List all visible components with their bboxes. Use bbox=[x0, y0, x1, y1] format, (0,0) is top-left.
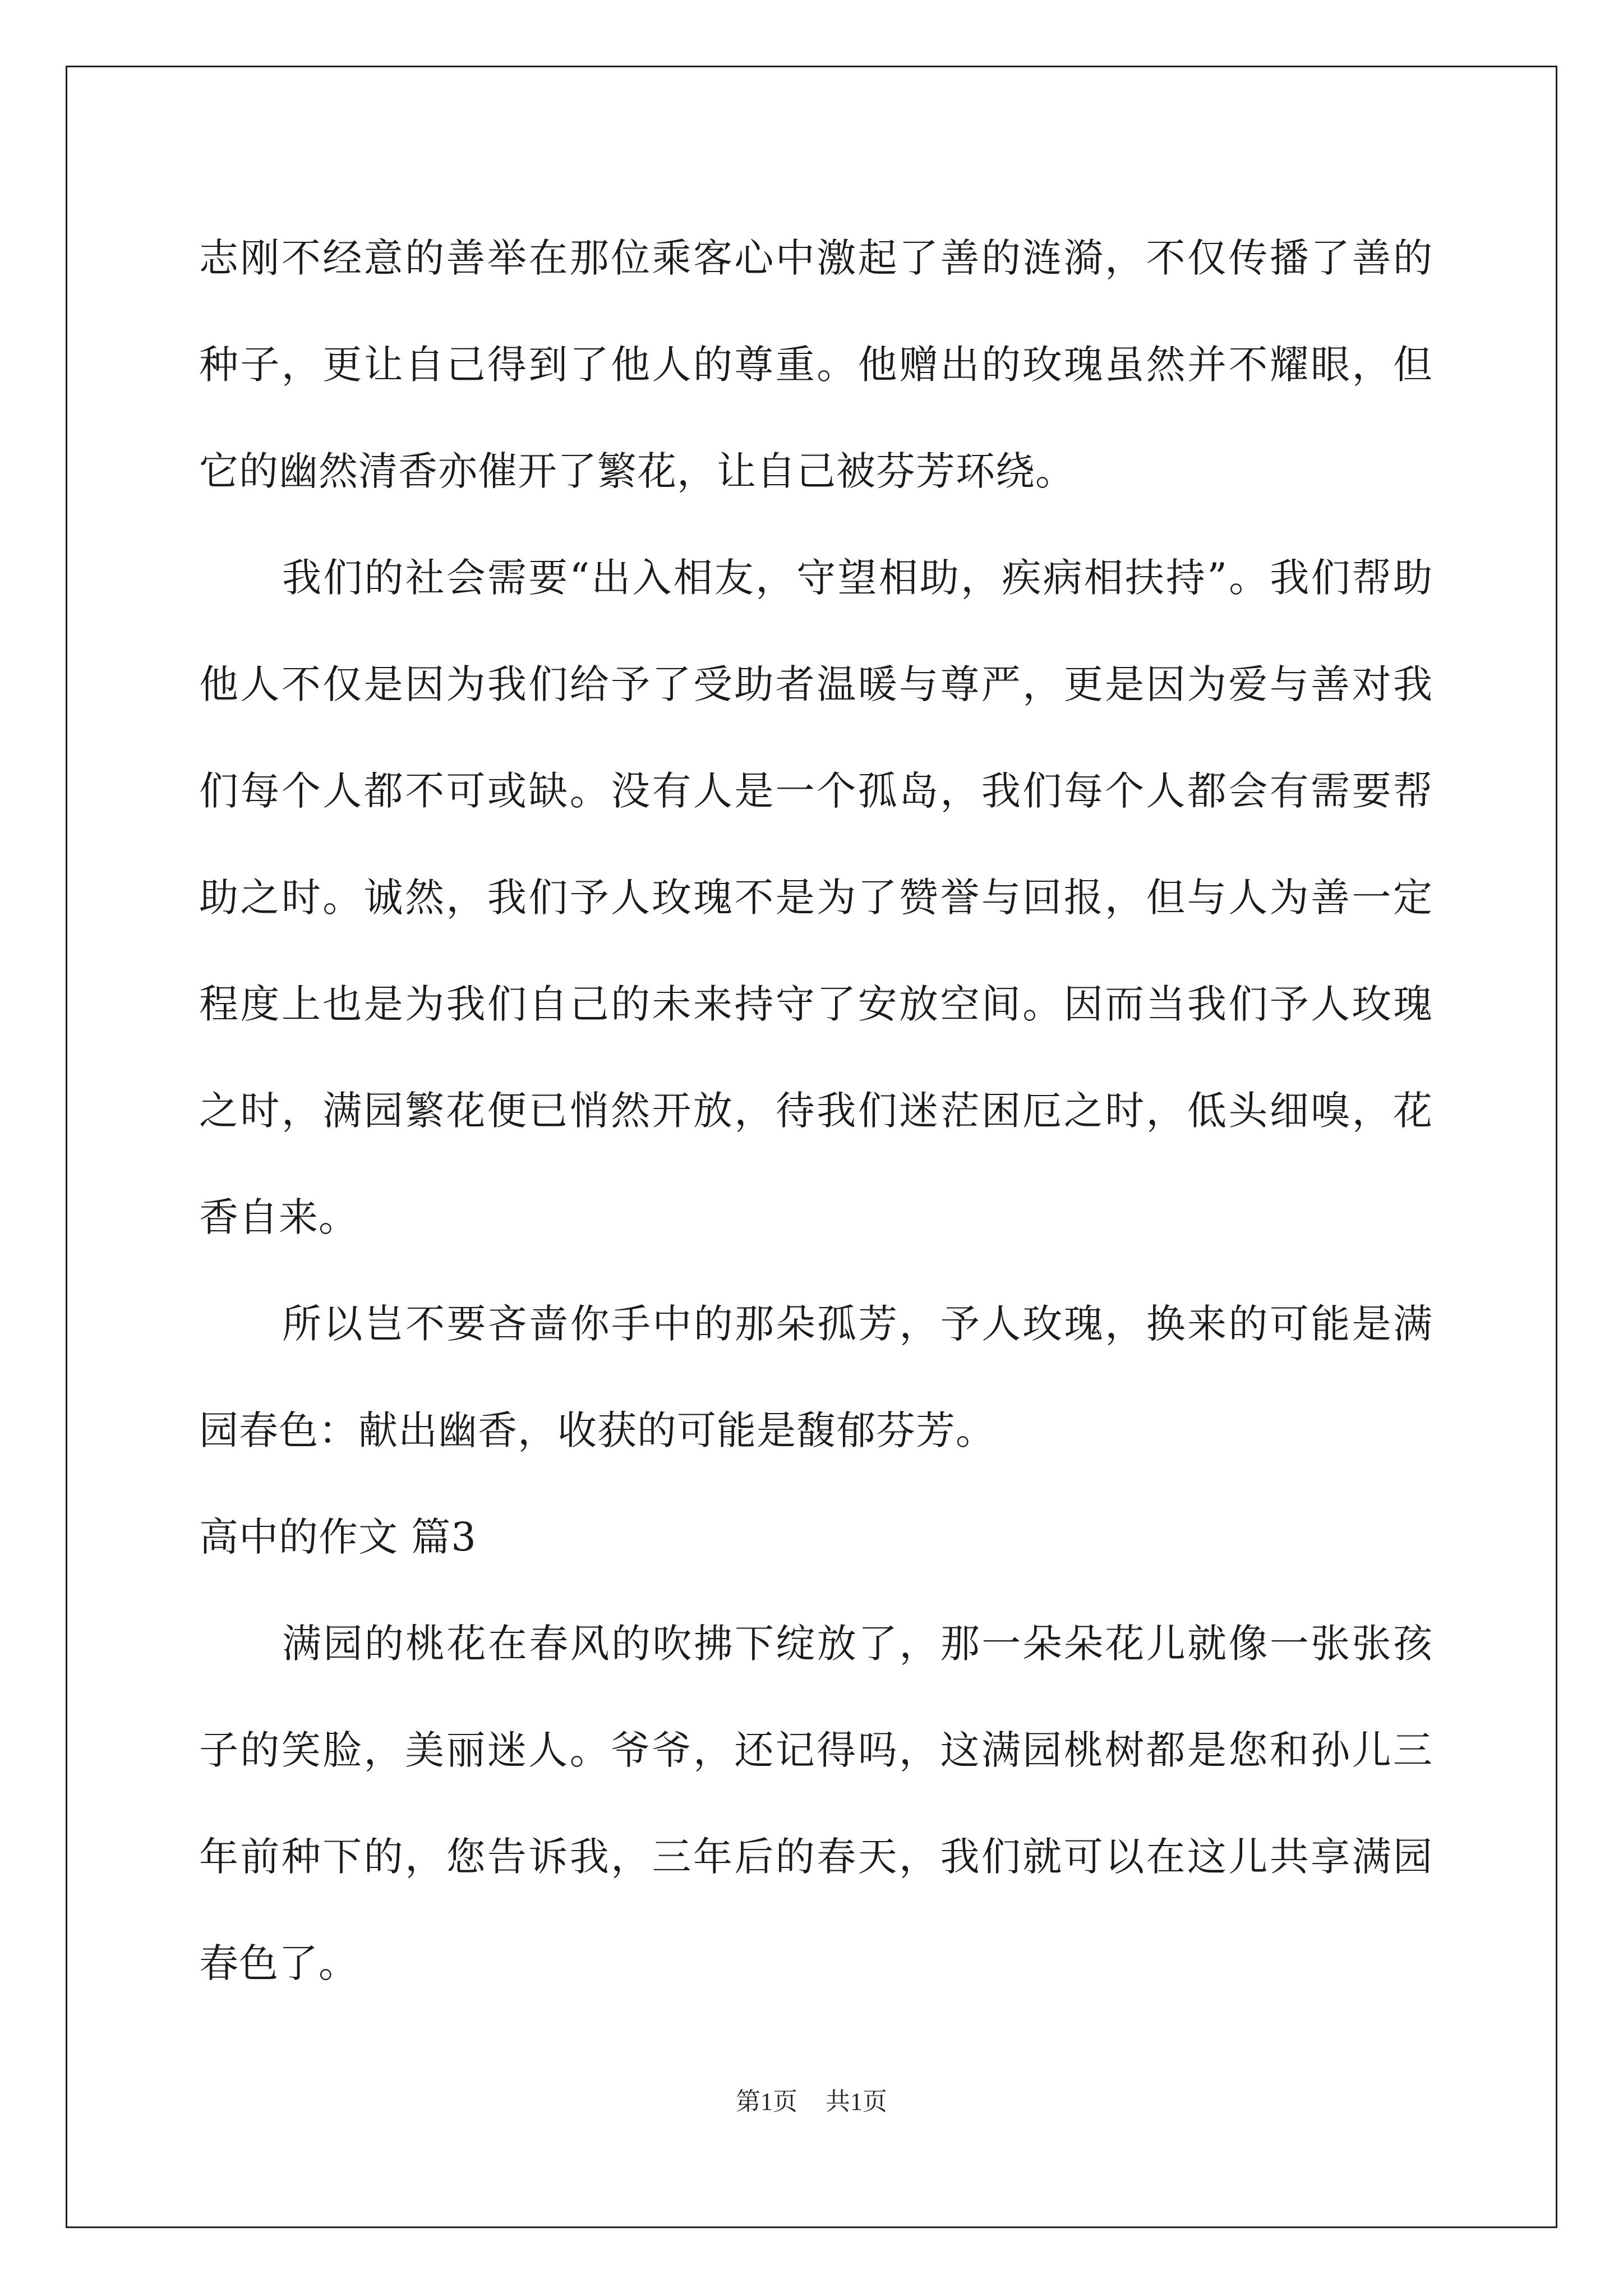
page-total: 共1页 bbox=[826, 2088, 887, 2115]
page-footer bbox=[0, 2081, 1623, 2117]
paragraph: 志刚不经意的善举在那位乘客心中激起了善的涟漪，不仅传播了善的种子，更让自己得到了他人的尊重。他赠出的玫瑰虽然并不耀眼，但它的幽然清香亦催开了繁花，让自己被芬芳环绕。 bbox=[199, 235, 1433, 494]
paragraph: 所以岂不要吝啬你手中的那朵孤芳，予人玫瑰，换来的可能是满园春色：献出幽香，收获的可能是馥郁芬芳。 bbox=[199, 1301, 1433, 1453]
paragraph: 我们的社会需要“出入相友，守望相助，疾病相扶持”。我们帮助他人不仅是因为我们给予了受助者温暖与尊严，更是因为爱与善对我们每个人都不可或缺。没有人是一个孤岛，我们每个人都会有需要帮助之时。诚然，我们予人玫瑰不是为了赞誉与回报，但与人为善一定程度上也是为我们自己的未来持守了安放空间。因而当我们予人玫瑰之时，满园繁花便已悄然开放，待我们迷茫困厄之时，低头细嗅，花香自来。 bbox=[199, 555, 1433, 1240]
page-number: 第1页 bbox=[736, 2088, 797, 2115]
paragraph: 满园的桃花在春风的吹拂下绽放了，那一朵朵花儿就像一张张孩子的笑脸，美丽迷人。爷爷，还记得吗，这满园桃树都是您和孙儿三年前种下的，您告诉我，三年后的春天，我们就可以在这儿共享满园春色了。 bbox=[199, 1621, 1433, 1986]
document-body bbox=[199, 205, 1433, 2017]
section-heading: 高中的作文 篇3 bbox=[199, 1514, 477, 1560]
